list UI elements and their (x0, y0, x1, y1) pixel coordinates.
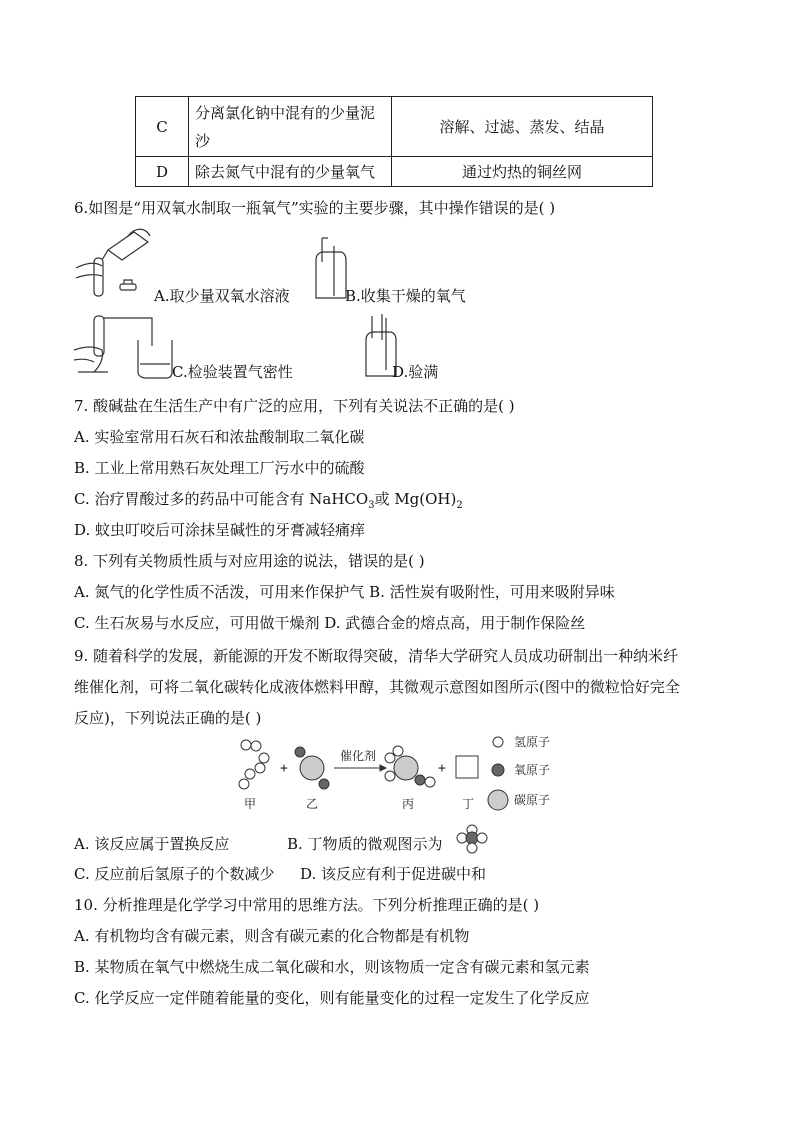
q6-stem: 6.如图是“用双氧水制取一瓶氧气”实验的主要步骤，其中操作错误的是( ) (74, 199, 556, 217)
q6-option-d: D.验满 (392, 363, 439, 381)
q9-option-a: A. 该反应属于置换反应 (74, 835, 230, 853)
row-method: 溶解、过滤、蒸发、结晶 (392, 97, 653, 157)
q9-stem-line2: 维催化剂，可将二氧化碳转化成液体燃料甲醇，其微观示意图如图所示(图中的微粒恰好完全 (74, 678, 680, 696)
catalyst-label: 催化剂 (340, 749, 377, 763)
q9-option-c: C. 反应前后氢原子的个数减少 (74, 865, 275, 883)
ding-molecule-icon (452, 822, 492, 854)
legend-carbon-label: 碳原子 (514, 793, 551, 807)
q7-option-b: B. 工业上常用熟石灰处理工厂污水中的硫酸 (74, 459, 365, 477)
q8-options-cd: C. 生石灰易与水反应，可用做干燥剂 D. 武德合金的熔点高，用于制作保险丝 (74, 614, 586, 632)
label-yi: 乙 (306, 797, 319, 811)
q7-stem: 7. 酸碱盐在生活生产中有广泛的应用，下列有关说法不正确的是( ) (74, 397, 515, 415)
table-row (136, 97, 653, 157)
q7-option-c: C. 治疗胃酸过多的药品中可能含有 NaHCO$_3$或 $Mg(OH)_2$ (74, 490, 463, 511)
plus-sign: + (280, 761, 288, 776)
q10-stem: 10. 分析推理是化学学习中常用的思维方法。下列分析推理正确的是( ) (74, 896, 540, 914)
blank-box (456, 756, 478, 778)
q6-option-b: B.收集干燥的氧气 (345, 287, 466, 305)
row-description-line: 沙 (195, 131, 211, 150)
q9-option-b: B. 丁物质的微观图示为 (287, 835, 443, 853)
methanol-molecule (385, 746, 435, 787)
legend-oxygen-label: 氧原子 (514, 763, 551, 777)
row-description (189, 97, 392, 157)
q8-stem: 8. 下列有关物质性质与对应用途的说法，错误的是( ) (74, 552, 425, 570)
q10-option-b: B. 某物质在氧气中燃烧生成二氧化碳和水，则该物质一定含有碳元素和氢元素 (74, 958, 590, 976)
q6-option-a: A.取少量双氧水溶液 (154, 287, 290, 305)
carbon-atom-swatch (488, 790, 508, 810)
reaction-diagram (230, 730, 590, 820)
plus-sign: + (438, 761, 446, 776)
row-description: 除去氮气中混有的少量氧气 (189, 157, 392, 187)
oxygen-atom-swatch (492, 764, 504, 776)
row-method: 通过灼热的铜丝网 (392, 157, 653, 187)
label-jia: 甲 (244, 797, 257, 811)
q8-options-ab: A. 氮气的化学性质不活泼，可用来作保护气 B. 活性炭有吸附性，可用来吸附异味 (74, 583, 615, 601)
q9-stem-line1: 9. 随着科学的发展，新能源的开发不断取得突破，清华大学研究人员成功研制出一种纳米纤 (74, 647, 679, 665)
q10-option-a: A. 有机物均含有碳元素，则含有碳元素的化合物都是有机物 (74, 927, 470, 945)
q9-stem-line3: 反应)，下列说法正确的是( ) (74, 709, 262, 727)
row-description-line: 分离氯化钠中混有的少量泥 (195, 103, 376, 122)
q6-option-c: C.检验装置气密性 (172, 363, 293, 381)
legend-hydrogen-label: 氢原子 (514, 735, 551, 749)
row-label: C (136, 97, 189, 157)
hydrogen-atom-swatch (493, 737, 503, 747)
gas-bottle-icon (312, 236, 348, 302)
row-label: D (136, 157, 189, 187)
label-ding: 丁 (462, 797, 475, 811)
table-row (136, 157, 653, 187)
hydrogen-molecules (239, 740, 269, 789)
label-bing: 丙 (402, 797, 415, 811)
carbon-dioxide-molecule (295, 747, 329, 789)
legend (488, 737, 508, 810)
q10-option-c: C. 化学反应一定伴随着能量的变化，则有能量变化的过程一定发生了化学反应 (74, 989, 590, 1007)
airtightness-check-icon (72, 310, 178, 380)
pouring-liquid-icon (72, 224, 156, 300)
q9-option-d: D. 该反应有利于促进碳中和 (300, 865, 487, 883)
options-table (135, 96, 653, 187)
q7-option-d: D. 蚊虫叮咬后可涂抹呈碱性的牙膏减轻痛痒 (74, 521, 366, 539)
q7-option-a: A. 实验室常用石灰石和浓盐酸制取二氧化碳 (74, 428, 365, 446)
